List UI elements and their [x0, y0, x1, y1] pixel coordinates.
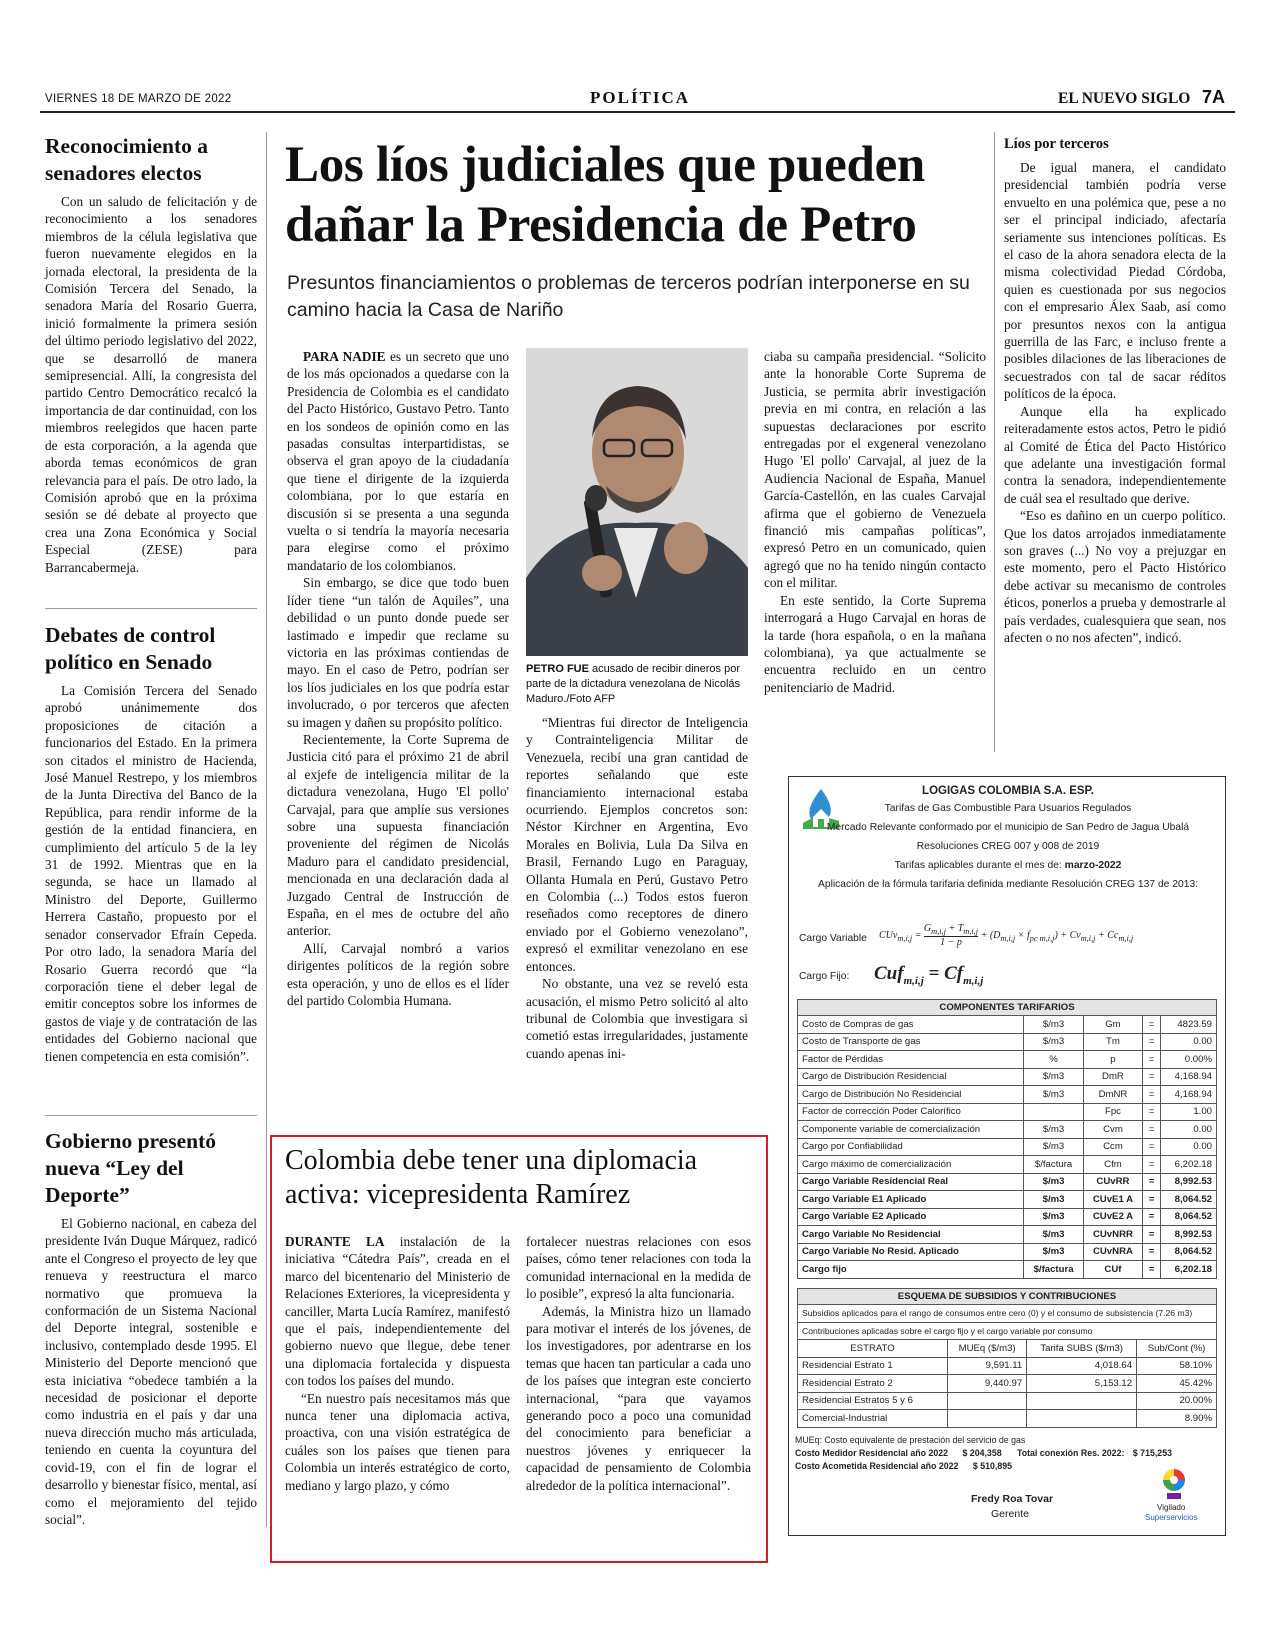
component-name: Cargo Variable E2 Aplicado: [798, 1208, 1024, 1226]
brief-body: Con un saludo de felicitación y de reconocimiento a los senadores miembros de la célula legislativa que fueron nuevamente elegidos en la jornada electoral, la presidenta de la Comisión Tercera del Senado, la senadora María del Rosario Guerra, inició formalmente la primera sesión del último periodo legislativo del 2022, que se desarrolló de manera semipresencial. Allí, la congresista del partido Centro Democrático recalcó la importancia de dar continuidad, con los miembros reelegidos que hacen parte de esta corporación, a la agenda que aborda temas económicos de gran relevancia para el país. De otro lado, la Comisión aprobó que en la próxima sesión se dé debate al proyecto que crea una Zona Económica y Social Especial (ZESE) para Barrancabermeja.: [45, 194, 257, 575]
mueq-value: [948, 1392, 1027, 1410]
table-row: [798, 1016, 1217, 1034]
notice-line: Tarifas de Gas Combustible Para Usuarios Regulados: [884, 803, 1132, 814]
paragraph: De igual manera, el candidato presidencial también podría verse envuelto en una polémica que, pese a no ser el principal indiciado, afectaría seriamente sus intenciones políticas. Es el caso de la ahora senadora electa de la misma colectividad Piedad Córdoba, quien es cuestionada por sus negocios con el empresario Álex Saab, así como por presuntos nexos con la antigua guerrilla de las Farc, e incluso frente a posibles dilaciones de las liberaciones de secuestrados con tal de sacar réditos políticos de la época.: [1004, 160, 1226, 402]
component-symbol: CUvNRR: [1083, 1226, 1143, 1244]
component-symbol: Gm: [1083, 1016, 1143, 1034]
percent-value: 45.42%: [1137, 1375, 1217, 1393]
component-symbol: p: [1083, 1051, 1143, 1069]
newspaper-name: EL NUEVO SIGLO: [1058, 90, 1191, 107]
component-value: 0.00: [1160, 1121, 1216, 1139]
equals-sign: =: [1143, 1086, 1161, 1104]
paragraph: Allí, Carvajal nombró a varios dirigentes políticos de la región sobre esta operación, y uno de ellos es el líder del partido Colombia Humana.: [287, 940, 509, 1009]
cost-value: $ 715,253: [1132, 1448, 1172, 1458]
component-symbol: CUvE2 A: [1083, 1208, 1143, 1226]
boxed-column-2: [526, 1233, 751, 1494]
subheading: Líos por terceros: [1004, 136, 1109, 152]
component-name: Cargo Variable No Resid. Aplicado: [798, 1243, 1024, 1261]
table-row: [798, 1392, 1217, 1410]
component-unit: $/m3: [1024, 1226, 1083, 1244]
component-unit: [1024, 1103, 1083, 1121]
cost-value: $ 510,895: [972, 1461, 1013, 1471]
caption-text: acusado de recibir dineros por parte de la dictadura venezolana de Nicolás Maduro./Foto AFP: [526, 663, 741, 705]
equals-sign: =: [1143, 1121, 1161, 1139]
notice-line: Mercado Relevante conformado por el municipio de San Pedro de Jagua Ubalá: [826, 822, 1190, 833]
component-value: 0.00: [1160, 1138, 1216, 1156]
estrato-name: Residencial Estrato 1: [798, 1357, 948, 1375]
component-name: Costo de Transporte de gas: [798, 1033, 1024, 1051]
component-value: 4823.59: [1160, 1016, 1216, 1034]
component-unit: $/factura: [1024, 1156, 1083, 1174]
component-unit: $/m3: [1024, 1243, 1083, 1261]
paragraph: En este sentido, la Corte Suprema interrogará a Hugo Carvajal en horas de la tarde (hora española, o en la mañana colombiana), ya que actualmente se encuentra recluido en un centro penitenciario de Madrid.: [764, 592, 986, 695]
table-row: [798, 1068, 1217, 1086]
subsidy-note: Subsidios aplicados para el rango de consumos entre cero (0) y el consumo de subsistencia (7.26 m3): [798, 1305, 1217, 1323]
brief-reconocimiento: [45, 133, 257, 576]
page-number: 7A: [1202, 87, 1226, 107]
component-unit: $/m3: [1024, 1086, 1083, 1104]
paragraph: instalación de la iniciativa “Cátedra País”, creada en el marco del bicentenario del Ministerio de Relaciones Exteriores, la vicepresidenta y canciller, Marta Lucía Ramírez, manifestó que el país, independientemente del gobierno nuevo que llegue, debe tener una diplomacia fortalecida y dispuesta con todos los países del mundo.: [285, 1234, 511, 1389]
cargo-variable-formula: CUv$_{m,i,j}$ = $\frac{G_{m,i,j} + T_{m,i,j}}{1 - p}$ + $(D_{m,i,j} \times f_{pc m,i,j}) + Cv_{m,i,j} + Cc_{m,i,j}$: [879, 923, 1134, 948]
footnote: [795, 1448, 1002, 1458]
signatory-role: Gerente: [991, 1508, 1029, 1520]
component-name: Cargo Variable No Residencial: [798, 1226, 1024, 1244]
table-row: [798, 1261, 1217, 1279]
person-illustration: [526, 348, 748, 656]
tariff-components-table: [797, 999, 1217, 1279]
component-value: 1.00: [1160, 1103, 1216, 1121]
equals-sign: =: [1143, 1243, 1161, 1261]
paragraph: No obstante, una vez se reveló esta acusación, el mismo Petro solicitó al alto tribunal de Colombia que investigara si cometió estas irregularidades, justamente cuando apenas ini-: [526, 976, 748, 1061]
footnote: MUEq: Costo equivalente de prestación del servicio de gas: [795, 1435, 1026, 1445]
table-row: [798, 1243, 1217, 1261]
column-header: MUEq ($/m3): [948, 1340, 1027, 1358]
mueq-value: 9,591.11: [948, 1357, 1027, 1375]
lead-in: PARA NADIE: [303, 349, 386, 364]
paragraph: Además, la Ministra hizo un llamado para motivar el interés de los jóvenes, de los investigadores, por adentrarse en los temas que hacen tan particular a cada uno de los países que integran este concierto internacional, “para que vayamos generando poco a poco una comunidad del conocimiento para beneficiar a nuestros jóvenes y enriquecer la capacidad de pensamiento de Colombia alrededor de la política internacional”.: [526, 1303, 751, 1493]
equals-sign: =: [1143, 1156, 1161, 1174]
table-header: COMPONENTES TARIFARIOS: [798, 1000, 1217, 1016]
tarifa-value: 4,018.64: [1027, 1357, 1137, 1375]
table-row: [798, 1103, 1217, 1121]
paragraph: es un secreto que uno de los más opcionados a quedarse con la Presidencia de Colombia es el candidato del Pacto Histórico, Gustavo Petro. Tanto en los sondeos de opinión como en las pasadas consultas interpartidistas, se observa el gran apoyo de la ciudadanía que tiene el dirigente de la izquierda colombiana, por lo que estaría en discusión si se presenta a una segunda vuelta o si tendría la mayoría necesaria para elegirse como el próximo mandatario de los colombianos.: [287, 349, 510, 573]
table-row: [798, 1173, 1217, 1191]
component-value: 4,168.94: [1160, 1086, 1216, 1104]
equals-sign: =: [1143, 1226, 1161, 1244]
brief-title: Gobierno presentó nueva “Ley del Deporte”: [45, 1129, 217, 1207]
estrato-name: Residencial Estratos 5 y 6: [798, 1392, 948, 1410]
component-name: Cargo máximo de comercialización: [798, 1156, 1024, 1174]
equals-sign: =: [1143, 1173, 1161, 1191]
table-row: [798, 1208, 1217, 1226]
photo-caption: [526, 662, 756, 707]
component-value: 8,992.53: [1160, 1226, 1216, 1244]
lead-in: DURANTE LA: [285, 1234, 385, 1249]
component-value: 8,992.53: [1160, 1173, 1216, 1191]
paragraph: fortalecer nuestras relaciones con esos países, cómo tener relaciones con toda la comunidad internacional en la medida de lo posible”, expresó la alta funcionaria.: [526, 1234, 751, 1302]
component-symbol: CUf: [1083, 1261, 1143, 1279]
component-unit: $/m3: [1024, 1173, 1083, 1191]
boxed-article-title: Colombia debe tener una diplomacia activa: vicepresidenta Ramírez: [285, 1145, 698, 1210]
table-row: [798, 1226, 1217, 1244]
table-header: ESQUEMA DE SUBSIDIOS Y CONTRIBUCIONES: [798, 1289, 1217, 1305]
component-symbol: Cfm: [1083, 1156, 1143, 1174]
component-symbol: CUvRR: [1083, 1173, 1143, 1191]
period-value: marzo-2022: [1064, 860, 1122, 871]
component-unit: %: [1024, 1051, 1083, 1069]
cost-label: Total conexión Res. 2022:: [1017, 1448, 1125, 1458]
paragraph: “Mientras fui director de Inteligencia y Contrainteligencia Militar de Venezuela, recibí una gran cantidad de reportes señalando que este financiamiento internacional estaba ocurriendo. Ejemplos concretos son: Néstor Kirchner en Argentina, Evo Morales en Bolivia, Lula Da Silva en Brasil, Fernando Lugo en Paraguay, Ollanta Humala en Perú, Gustavo Petro en Colombia (...) Todos estos fueron reseñados como receptores de dinero enviado por el Gobierno venezolano”, expresó el exmilitar venezolano en ese entonces.: [526, 715, 748, 974]
percent-value: 8.90%: [1137, 1410, 1217, 1428]
brief-title: Reconocimiento a senadores electos: [45, 134, 209, 185]
component-symbol: Ccm: [1083, 1138, 1143, 1156]
component-unit: $/m3: [1024, 1033, 1083, 1051]
component-symbol: Fpc: [1083, 1103, 1143, 1121]
component-unit: $/m3: [1024, 1068, 1083, 1086]
component-name: Componente variable de comercialización: [798, 1121, 1024, 1139]
table-row: [798, 1156, 1217, 1174]
component-value: 6,202.18: [1160, 1261, 1216, 1279]
mueq-value: [948, 1410, 1027, 1428]
component-value: 8,064.52: [1160, 1243, 1216, 1261]
mueq-value: 9,440.97: [948, 1375, 1027, 1393]
brief-debates: [45, 622, 257, 1065]
component-unit: $/m3: [1024, 1138, 1083, 1156]
component-symbol: DmR: [1083, 1068, 1143, 1086]
paragraph: “Eso es dañino en un cuerpo político. Que los datos arrojados inmediatamente son graves (...) No voy a prejuzgar en este momento, pero el Pacto Histórico debe activar su mecanismo de controles éticos, ponerlos a prueba y demostrarle al país verdades, cualesquiera que sean, nos afecten o no nos afecten”, indicó.: [1004, 508, 1226, 645]
component-symbol: Tm: [1083, 1033, 1143, 1051]
subsidy-table: [797, 1288, 1217, 1428]
equals-sign: =: [1143, 1191, 1161, 1209]
paragraph: Recientemente, la Corte Suprema de Justicia citó para el próximo 21 de abril al exjefe de inteligencia militar de la dictadura venezolana, Hugo 'El pollo' Carvajal, para que amplíe sus versiones sobre una supuesta financiación proveniente del régimen de Nicolás Maduro para el candidato presidencial, mencionada en una declaración dada al Juzgado Central de Instrucción de España, en el mes de octubre del año anterior.: [287, 731, 509, 939]
brief-ley-deporte: [45, 1128, 257, 1528]
notice-line: Aplicación de la fórmula tarifaria definida mediante Resolución CREG 137 de 2013:: [817, 879, 1199, 890]
component-symbol: Cvm: [1083, 1121, 1143, 1139]
component-unit: $/m3: [1024, 1208, 1083, 1226]
tarifa-value: [1027, 1392, 1137, 1410]
caption-lead: PETRO FUE: [526, 663, 589, 675]
table-row: [798, 1138, 1217, 1156]
section-title: POLÍTICA: [590, 88, 691, 107]
boxed-column-1: [285, 1233, 510, 1494]
footnote: [1017, 1448, 1172, 1458]
paragraph: Sin embargo, se dice que todo buen líder tiene “un talón de Aquiles”, una debilidad o un punto donde puede ser lastimado e impedir que reclame su victoria en las próximas contiendas de mayo. En el caso de Petro, podrían ser los líos judiciales en los que podría estar involucrado, o por terceros que afecten su imagen y dañen su propósito político.: [287, 575, 509, 730]
brief-body: El Gobierno nacional, en cabeza del presidente Iván Duque Márquez, radicó ante el Congreso el proyecto de ley que renueva y reestructura el marco normativo que promueva la conformación de un Sistema Nacional del Deporte integral, sostenible e inclusivo, contemplado desde 1995. El Ministerio del Deporte mencionó que esta iniciativa “obedece también a la necesidad de posicionar el deporte como industria en el país y dar una nueva dirección mucho más articulada, teniendo en cuenta la coyuntura del covid-19, con el fin de lograr el desarrollo y bienestar físico, mental, así como el mejoramiento del tejido social”.: [45, 1216, 257, 1527]
component-name: Cargo por Confiabilidad: [798, 1138, 1024, 1156]
header-rule: [40, 111, 1235, 113]
component-value: 6,202.18: [1160, 1156, 1216, 1174]
cost-label: Costo Medidor Residencial año 2022: [795, 1448, 949, 1458]
component-name: Cargo de Distribución Residencial: [798, 1068, 1024, 1086]
component-symbol: CUvNRA: [1083, 1243, 1143, 1261]
company-name: LOGIGAS COLOMBIA S.A. ESP.: [922, 785, 1094, 797]
component-name: Cargo fijo: [798, 1261, 1024, 1279]
component-name: Costo de Compras de gas: [798, 1016, 1024, 1034]
tarifa-value: [1027, 1410, 1137, 1428]
cargo-fijo-formula: $Cuf_{m,i,j} = Cf_{m,i,j}$: [874, 963, 984, 987]
signatory-name: Fredy Roa Tovar: [971, 1493, 1054, 1505]
table-row: [798, 1051, 1217, 1069]
component-unit: $/m3: [1024, 1121, 1083, 1139]
brief-title: Debates de control político en Senado: [45, 623, 216, 674]
superservicios-logo-icon: [1161, 1467, 1187, 1501]
column-header: ESTRATO: [798, 1340, 948, 1358]
component-value: 0.00%: [1160, 1051, 1216, 1069]
component-symbol: CUvE1 A: [1083, 1191, 1143, 1209]
tarifa-value: 5,153.12: [1027, 1375, 1137, 1393]
page-date: VIERNES 18 DE MARZO DE 2022: [45, 93, 232, 105]
cost-value: $ 204,358: [962, 1448, 1002, 1458]
table-row: [798, 1121, 1217, 1139]
notice-line: [789, 860, 1227, 871]
component-value: 8,064.52: [1160, 1191, 1216, 1209]
paragraph: ciaba su campaña presidencial. “Solicito ante la honorable Corte Suprema de Justicia, se permita abrir investigación previa en mi contra, en relación a las supuestas declaraciones por escrito entregadas por el exgeneral venezolano Hugo 'El pollo' Carvajal, al juez de la Audiencia Nacional de España, Manuel García-Castellón, en las cuales Carvajal afirma que el gobierno de Venezuela financió mis campañas políticas”, expresó Petro en un comunicado, quien agregó que no ha tenido ningún contacto con el militar.: [764, 349, 986, 591]
footnote: [795, 1461, 1012, 1471]
brief-body: La Comisión Tercera del Senado aprobó unánimemente dos proposiciones de citación a funcionarios del Estado. En la primera son citados el ministro de Hacienda, José Manuel Restrepo, y los miembros de la Junta Directiva del Banco de la República, para rendir informe de la gestión de la entidad financiera, en cumplimiento del artículo 5 de la ley 31 de 1992. Mientras que en la segunda, se hace un llamado al Ministro del Deporte, Guillermo Herrera Castaño, propuesto por el senador conservador Efraín Cepeda. Por otro lado, la senadora María del Rosario Guerra recordó que “la corporación tiene el deber legal de emitir conceptos sobre los informes de gastos de viaje y de contratación de las entidades del Gobierno nacional que tienen competencia en esta comisión”.: [45, 683, 257, 1064]
table-row: [798, 1033, 1217, 1051]
table-row: [798, 1191, 1217, 1209]
main-column-2: [526, 714, 748, 1062]
vigilado-label: Vigilado: [1157, 1503, 1186, 1512]
cost-label: Costo Acometida Residencial año 2022: [795, 1461, 959, 1471]
percent-value: 20.00%: [1137, 1392, 1217, 1410]
formula-label: Cargo Fijo:: [799, 971, 850, 982]
subsidy-note: Contribuciones aplicadas sobre el cargo fijo y el cargo variable por consumo: [798, 1322, 1217, 1340]
component-value: 8,064.52: [1160, 1208, 1216, 1226]
component-name: Factor de Pérdidas: [798, 1051, 1024, 1069]
paragraph: Aunque ella ha explicado reiteradamente estos actos, Petro le pidió al Comité de Ética del Pacto Histórico que adelante una investigación formal contra la senadora, independientemente de cuál sea el resultado que derive.: [1004, 403, 1226, 506]
estrato-name: Residencial Estrato 2: [798, 1375, 948, 1393]
component-name: Cargo Variable E1 Aplicado: [798, 1191, 1024, 1209]
main-column-3: [764, 348, 986, 696]
component-name: Cargo de Distribución No Residencial: [798, 1086, 1024, 1104]
component-value: 4,168.94: [1160, 1068, 1216, 1086]
table-row: [798, 1375, 1217, 1393]
table-row: [798, 1357, 1217, 1375]
equals-sign: =: [1143, 1068, 1161, 1086]
component-value: 0.00: [1160, 1033, 1216, 1051]
main-column-4: [1004, 136, 1226, 646]
equals-sign: =: [1143, 1051, 1161, 1069]
table-row: [798, 1086, 1217, 1104]
component-unit: $/m3: [1024, 1191, 1083, 1209]
estrato-name: Comercial-Industrial: [798, 1410, 948, 1428]
period-label: Tarifas aplicables durante el mes de:: [894, 860, 1062, 871]
component-symbol: DmNR: [1083, 1086, 1143, 1104]
component-name: Factor de corrección Poder Calorífico: [798, 1103, 1024, 1121]
component-name: Cargo Variable Residencial Real: [798, 1173, 1024, 1191]
superservicios-label: Superservicios: [1145, 1513, 1198, 1522]
logigas-tariff-notice: [788, 776, 1226, 1536]
column-header: Tarifa SUBS ($/m3): [1027, 1340, 1137, 1358]
main-headline: Los líos judiciales que pueden dañar la Presidencia de Petro: [285, 137, 925, 253]
divider: [45, 608, 257, 609]
divider: [45, 1115, 257, 1116]
component-unit: $/m3: [1024, 1016, 1083, 1034]
notice-line: Resoluciones CREG 007 y 008 de 2019: [916, 841, 1100, 852]
column-divider: [266, 132, 267, 1527]
equals-sign: =: [1143, 1261, 1161, 1279]
component-unit: $/factura: [1024, 1261, 1083, 1279]
table-row: [798, 1410, 1217, 1428]
equals-sign: =: [1143, 1033, 1161, 1051]
main-subheadline: Presuntos financiamientos o problemas de terceros podrían interponerse en su camino hacia la Casa de Nariño: [287, 272, 970, 321]
equals-sign: =: [1143, 1208, 1161, 1226]
equals-sign: =: [1143, 1103, 1161, 1121]
equals-sign: =: [1143, 1016, 1161, 1034]
paragraph: “En nuestro país necesitamos más que nunca tener una diplomacia activa, proactiva, con una visión estratégica de cuáles son los países que tienen para Colombia un interés estratégico de corto, mediano y largo plazo, y cómo: [285, 1390, 510, 1493]
main-column-1: [287, 348, 509, 1009]
column-header: Sub/Cont (%): [1137, 1340, 1217, 1358]
formula-label: Cargo Variable: [799, 933, 867, 944]
petro-photo: [526, 348, 748, 656]
percent-value: 58.10%: [1137, 1357, 1217, 1375]
equals-sign: =: [1143, 1138, 1161, 1156]
